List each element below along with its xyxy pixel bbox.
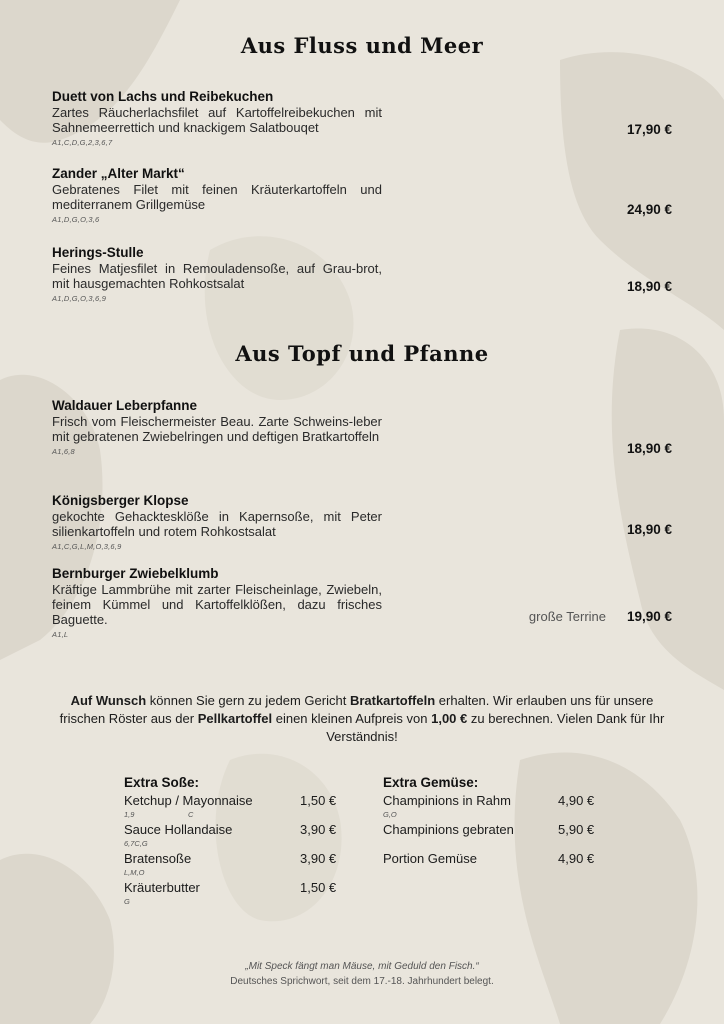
dish-allergens: A1,C,G,L,M,O,3,6,9 (52, 542, 122, 551)
dish-description: Frisch vom Fleischermeister Beau. Zarte Schweins-leber mit gebratenen Zwiebelringen und deftigen Bratkartoffeln (52, 414, 382, 444)
extra-item-price: 4,90 € (558, 793, 595, 808)
dish-allergens: A1,D,G,O,3,6 (52, 215, 100, 224)
dish-name: Bernburger Zwiebelklumb (52, 566, 219, 581)
section-title-pan: Aus Topf und Pfanne (235, 341, 489, 366)
extra-item-name: Champinions in Rahm (383, 793, 511, 808)
extra-item-price: 4,90 € (558, 851, 595, 866)
extra-item-price: 1,50 € (300, 793, 337, 808)
dish-description: Zartes Räucherlachsfilet auf Kartoffelreibekuchen mit Sahnemeerrettich und knackigem Salatbouqet (52, 105, 382, 135)
dish-allergens: A1,D,G,O,3,6,9 (52, 294, 107, 303)
extra-item-allergens: C (188, 810, 194, 819)
side-dish-notice (52, 692, 672, 746)
dish-price: 24,90 € (626, 202, 672, 217)
quote-text: „Mit Speck fängt man Mäuse, mit Geduld den Fisch.“ (245, 961, 479, 972)
dish-description: Feines Matjesfilet in Remouladensoße, auf Grau-brot, mit hausgemachten Rohkostsalat (52, 261, 382, 291)
extra-item-price: 3,90 € (300, 851, 337, 866)
notice-text: können Sie gern zu jedem Gericht (146, 693, 350, 708)
dish-description: Gebratenes Filet mit feinen Kräuterkartoffeln und mediterranem Grillgemüse (52, 182, 382, 212)
dish-item (52, 89, 382, 147)
dish-allergens: A1,6,8 (52, 447, 75, 456)
dish-item (52, 566, 382, 639)
dish-name: Duett von Lachs und Reibekuchen (52, 89, 274, 104)
dish-price: 19,90 € (626, 609, 672, 624)
extra-item-name: Portion Gemüse (383, 851, 477, 866)
quote-source: Deutsches Sprichwort, seit dem 17.-18. Jahrhundert belegt. (230, 976, 494, 987)
extra-item-allergens: G,O (383, 810, 397, 819)
dish-allergens: A1,C,D,G,2,3,6,7 (52, 138, 113, 147)
notice-bold: 1,00 € (431, 711, 468, 726)
dish-price: 18,90 € (626, 279, 672, 294)
extra-item-allergens: 1,9 (124, 810, 135, 819)
dish-item (52, 398, 382, 456)
extra-item-price: 5,90 € (558, 822, 595, 837)
dish-description: Kräftige Lammbrühe mit zarter Fleischeinlage, Zwiebeln, feinem Kümmel und Kartoffelklößen, dazu frisches Baguette. (52, 582, 382, 627)
notice-bold: Bratkartoffeln (349, 693, 436, 708)
dish-item (52, 166, 382, 224)
extra-item-price: 1,50 € (300, 880, 337, 895)
extra-item-price: 3,90 € (300, 822, 337, 837)
notice-text: erhalten. Wir erlauben uns für unsere frischen Röster aus der (59, 693, 654, 726)
extras-veg-heading: Extra Gemüse: (383, 775, 479, 790)
section-title-fish: Aus Fluss und Meer (240, 33, 484, 58)
notice-bold: Auf Wunsch (70, 693, 147, 708)
dish-allergens: A1,L (52, 630, 69, 639)
notice-text: einen kleinen Aufpreis von (272, 711, 432, 726)
extra-item-allergens: L,M,O (124, 868, 145, 877)
extra-item-name: Ketchup / Mayonnaise (124, 793, 253, 808)
price-note: große Terrine (528, 609, 606, 624)
dish-price: 18,90 € (626, 522, 672, 537)
extras-sauce-heading: Extra Soße: (124, 775, 200, 790)
extra-item-name: Champinions gebraten (383, 822, 514, 837)
notice-text: zu berechnen. Vielen Dank für Ihr Verständnis! (326, 711, 665, 744)
extra-item-allergens: G (124, 897, 130, 906)
dish-name: Herings-Stulle (52, 245, 144, 260)
dish-name: Königsberger Klopse (52, 493, 189, 508)
extra-item-name: Sauce Hollandaise (124, 822, 233, 837)
dish-price: 17,90 € (626, 122, 672, 137)
dish-item (52, 493, 382, 551)
dish-price: 18,90 € (626, 441, 672, 456)
extra-item-name: Bratensoße (124, 851, 192, 866)
extra-item-allergens: 6,7C,G (124, 839, 148, 848)
notice-bold: Pellkartoffel (197, 711, 273, 726)
dish-item (52, 245, 382, 303)
extra-item-name: Kräuterbutter (124, 880, 200, 895)
dish-name: Zander „Alter Markt“ (52, 166, 185, 181)
dish-description: gekochte Gehacktesklöße in Kapernsoße, mit Peter silienkartoffeln und rotem Rohkostsalat (52, 509, 382, 539)
dish-name: Waldauer Leberpfanne (52, 398, 198, 413)
